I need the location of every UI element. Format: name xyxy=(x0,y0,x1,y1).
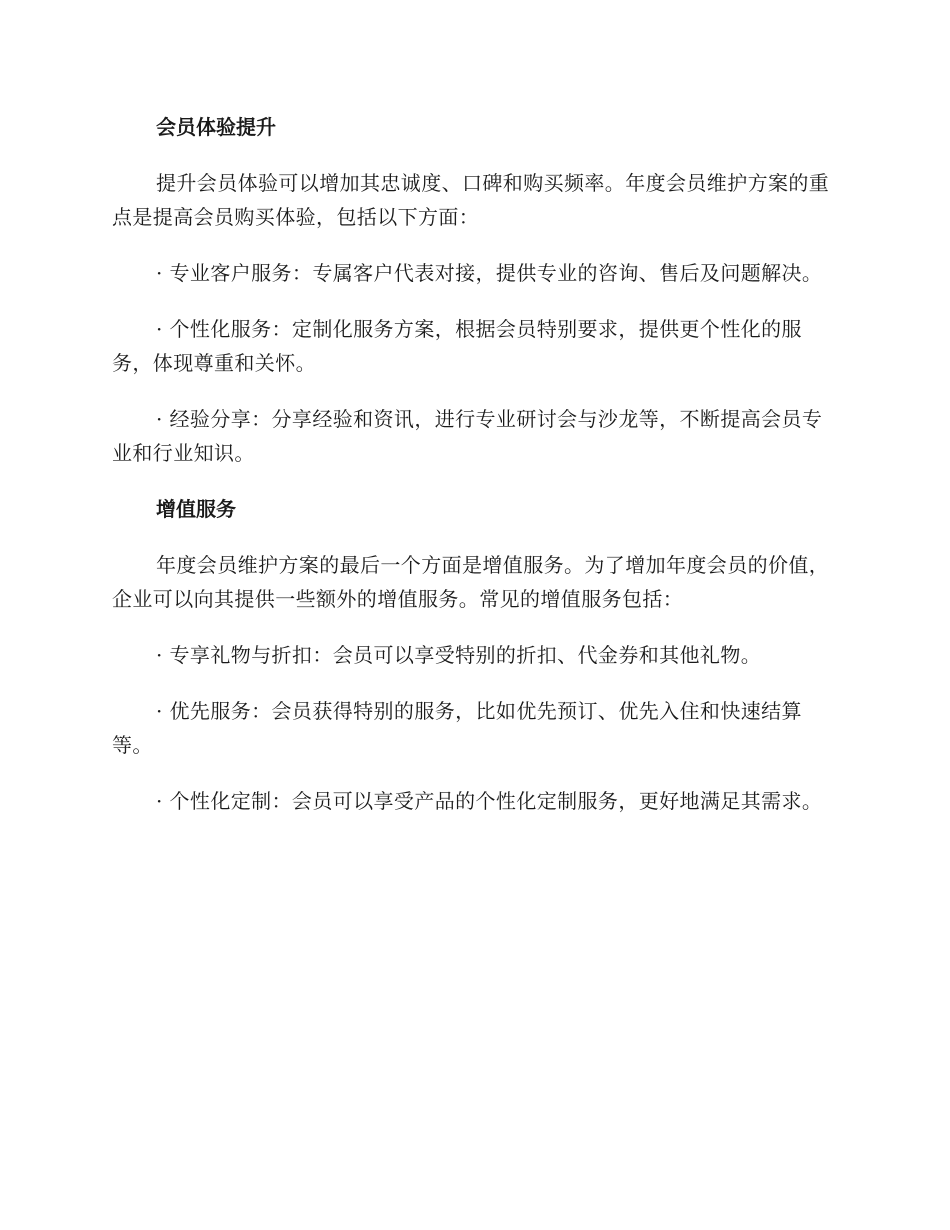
section-member-experience xyxy=(112,110,834,470)
bullet-item: · 个性化定制：会员可以享受产品的个性化定制服务，更好地满足其需求。 xyxy=(156,789,823,813)
bullet-item: · 经验分享：分享经验和资讯，进行专业研讨会与沙龙等，不断提高会员专业和行业知识。 xyxy=(112,407,823,465)
bullet-item: · 优先服务：会员获得特别的服务，比如优先预订、优先入住和快速结算等。 xyxy=(112,699,802,757)
document-page xyxy=(112,110,834,840)
section-heading: 增值服务 xyxy=(156,497,236,521)
paragraph-intro: 提升会员体验可以增加其忠诚度、口碑和购买频率。年度会员维护方案的重点是提高会员购买体验，包括以下方面： xyxy=(112,171,830,229)
paragraph-intro: 年度会员维护方案的最后一个方面是增值服务。为了增加年度会员的价值，企业可以向其提供一些额外的增值服务。常见的增值服务包括： xyxy=(112,553,830,611)
bullet-item: · 个性化服务：定制化服务方案，根据会员特别要求，提供更个性化的服务，体现尊重和关怀。 xyxy=(112,317,802,375)
section-value-added-services xyxy=(112,492,834,818)
bullet-item: · 专享礼物与折扣：会员可以享受特别的折扣、代金券和其他礼物。 xyxy=(156,643,762,667)
bullet-item: · 专业客户服务：专属客户代表对接，提供专业的咨询、售后及问题解决。 xyxy=(156,261,823,285)
section-heading: 会员体验提升 xyxy=(156,115,276,139)
